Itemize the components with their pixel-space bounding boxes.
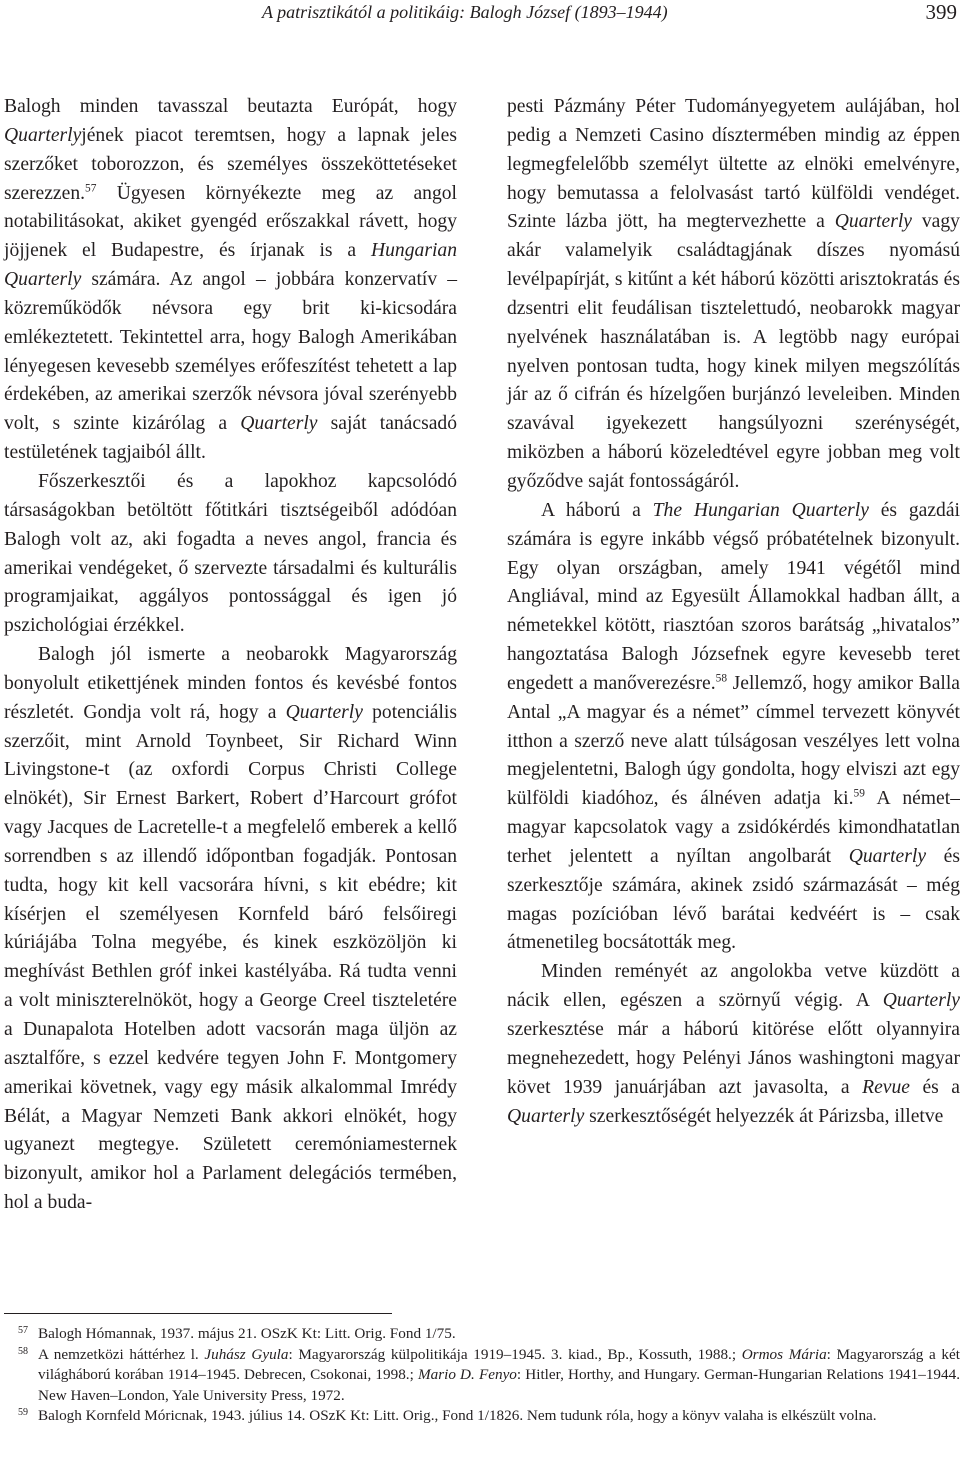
page-header (0, 0, 960, 30)
right-column (507, 93, 960, 1131)
body-paragraph: pesti Pázmány Péter Tudományegyetem aulájában, hol pedig a Nemzeti Casino dísztermében mindig az éppen legmegfelelőbb személyt ültette az elnöki emelvényre, hogy bemutassa a felolvasást tartó külföldi vendéget. Szinte lázba jött, ha megtervezhette a Quarterly vagy akár valamelyik családtagjának díszes nyomású levélpapírját, s kitűnt a két háború közötti arisztokratás és dzsentri elit feudálisan tisztelettudó, neobarokk magyar nyelvének használatában is. A legtöbb nagy európai nyelven pontosan tudta, hogy kinek milyen megszólítás jár az ő cifrán és hízelgően burjánzó leveleiben. Minden szavával igyekezett hangsúlyozni szerénységét, miközben a háború közeledtével egyre jobban meg volt győződve saját fontosságáról. (507, 96, 960, 492)
footnote-number: 57 (18, 1325, 28, 1336)
body-paragraph: Balogh jól ismerte a neobarokk Magyarország bonyolult etikettjének minden fontos és kevésbé fontos részletét. Gondja volt rá, hogy a Quarterly potenciális szerzőit, mint Arnold Toynbeet, Sir Richard Winn Livingstone-t (az oxfordi Corpus Christi College elnökét), Sir Ernest Barkert, Robert d’Harcourt grófot vagy Jacques de Lacretelle-t a megfelelő emberek a kellő sorrendben s az illendő időpontban fogadják. Pontosan tudta, hogy kit kell vacsorára hívni, s kit ebédre; kit kísérjen el személyesen Kornfeld báró felsőiregi kúriájába Tolna megyébe, és kinek eszközöljön ki meghívást Bethlen gróf inkei kastélyába. Rá tudta venni a volt miniszterelnököt, hogy a George Creel tiszteletére a Dunapalota Hotelben adott vacsorán maga üljön az asztalfőre, s ezzel kedvére tegyen John F. Montgomery amerikai követnek, vagy egy másik alkalommal Imrédy Bélát, a Magyar Nemzeti Bank akkori elnökét, hogy ugyanezt megtegye. Született ceremóniamesternek bizonyult, amikor hol a Parlament delegációs termében, hol a buda- (4, 644, 458, 1214)
footnote-separator (4, 1313, 392, 1314)
footnote (4, 1324, 960, 1345)
body-paragraph: Főszerkesztői és a lapokhoz kapcsolódó társaságokban betöltött főtitkári tisztségeiből adódóan Balogh volt az, aki fogadta a neves angol, francia és amerikai vendégeket, ő szervezte társadalmi és kulturális programjaikat, aggályos pontossággal és igen jó pszichológiai érzékkel. (4, 470, 457, 637)
left-column (4, 93, 457, 1218)
footnote-text: A nemzetközi háttérhez l. Juhász Gyula: Magyarország külpolitikája 1919–1945. 3. kiad., Bp., Kossuth, 1988.; Ormos Mária: Magyarország a két világháború korában 1914–1945. Debrecen, Csokonai, 1998.; Mario D. Fenyo: Hitler, Horthy, and Hungary. German-Hungarian Relations 1941–1944. New Haven–London, Yale University Press, 1972. (38, 1345, 960, 1404)
body-paragraph: Minden reményét az angolokba vetve küzdött a nácik ellen, egészen a szörnyű végig. A Quarterly szerkesztése már a háború kitörése előtt olyannyira megnehezedett, hogy Pelényi János washingtoni magyar követ 1939 januárjában azt javasolta, a Revue és a Quarterly szerkesztőségét helyezzék át Párizsba, illetve (507, 961, 960, 1127)
footnotes (4, 1324, 960, 1427)
footnote-text: Balogh Hómannak, 1937. május 21. OSzK Kt: Litt. Orig. Fond 1/75. (38, 1325, 456, 1342)
footnote-text: Balogh Kornfeld Móricnak, 1943. július 14. OSzK Kt: Litt. Orig., Fond 1/1826. Nem tudunk róla, hogy a könyv valaha is elkészült volna. (38, 1407, 877, 1424)
body-paragraph: A háború a The Hungarian Quarterly és gazdái számára is egyre inkább végső próbatételnek bizonyult. Egy olyan országban, amely 1941 végétől mind Angliával, mind az Egyesült Államokkal hadban állt, a németekkel kötött, riasztóan szoros barátság „hivatalos” hangoztatása Balogh Józsefnek egyre kevesebb teret engedett a manőverezésre.$^{58}$ Jellemző, hogy amikor Balla Antal „A magyar és a német” címmel tervezett könyvét itthon a szerző neve alatt túlságosan veszélyes lett volna megjelentetni, Balogh úgy gondolta, hogy elviszi azt egy külföldi kiadóhoz, és álnéven adatja ki.$^{59}$ A német–magyar kapcsolatok vagy a zsidókérdés kimondhatatlan terhet jelentett a nyíltan angolbarát Quarterly és szerkesztője számára, akinek zsidó származását – még magas pozícióban lévő barátai kedvéért is – csak átmenetileg bocsátották meg. (507, 499, 960, 954)
footnote-number: 58 (18, 1345, 28, 1357)
footnote (4, 1406, 960, 1427)
page-number: 399 (925, 0, 957, 24)
footnote (4, 1345, 960, 1407)
running-title: A patrisztikától a politikáig: Balogh József (1893–1944) (262, 2, 668, 22)
body-paragraph: Balogh minden tavasszal beutazta Európát, hogy Quarterlyjének piacot teremtsen, hogy a lapnak jeles szerzőket toborozzon, és személyes összeköttetéseket szerezzen.$^{57}$ Ügyesen környékezte meg az angol notabilitásokat, akiket gyengéd erőszakkal rávett, hogy jöjjenek el Budapestre, és írjanak is a Hungarian Quarterly számára. Az angol – jobbára konzervatív – közreműködők névsora egy brit ki-kicsodára emlékeztetett. Tekintettel arra, hogy Balogh Amerikában lényegesen kevesebb személyes erőfeszítést tehetett a lap érdekében, az amerikai szerzők névsora jóval szerényebb volt, s szinte kizárólag a Quarterly saját tanácsadó testületének tagjaiból állt. (4, 96, 457, 464)
footnote-number: 59 (18, 1407, 28, 1418)
